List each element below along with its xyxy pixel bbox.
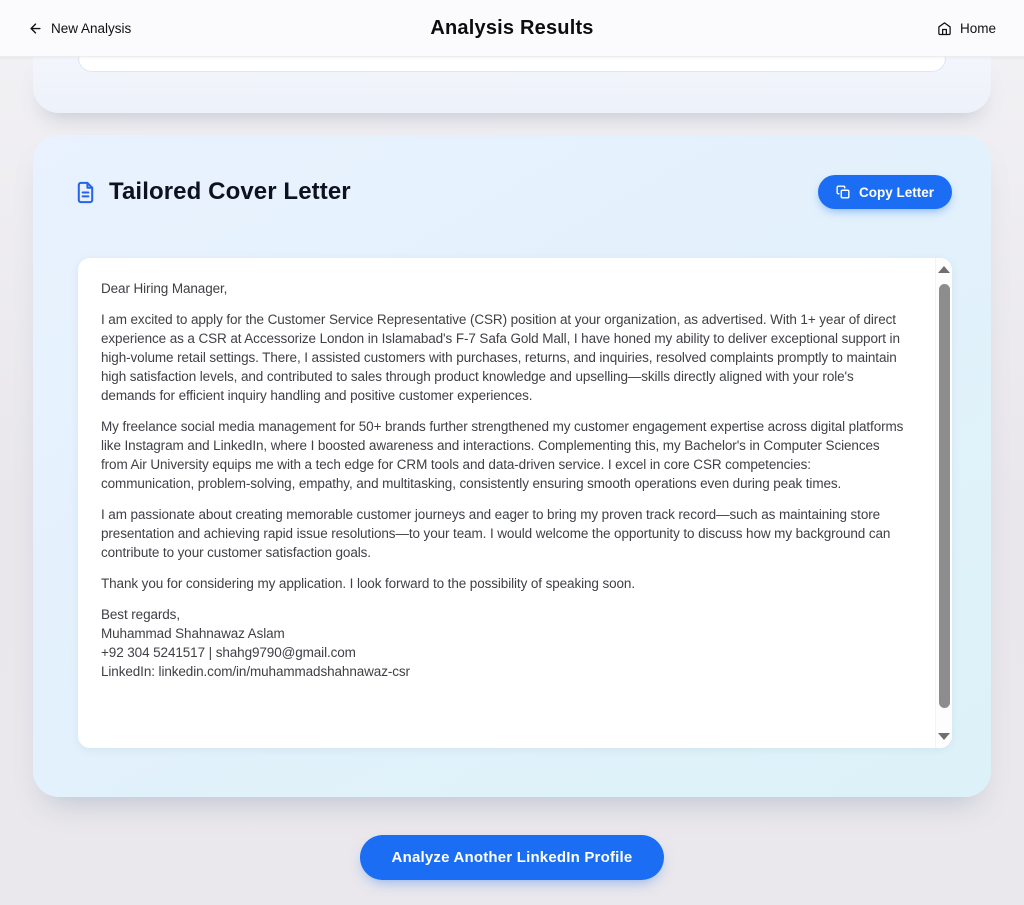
previous-section-inner-panel <box>78 57 946 72</box>
signature-line: +92 304 5241517 | shahg9790@gmail.com <box>101 645 356 660</box>
letter-paragraph: I am passionate about creating memorable customer journeys and eager to bring my proven track record—such as maintaining store presentation and achieving rapid issue resolutions—to your team. I would welcome the opportunity to discuss how my background can contribute to your customer satisfaction goals. <box>101 507 891 560</box>
scrollbar[interactable] <box>935 258 952 748</box>
signature-line: Best regards, <box>101 607 180 622</box>
page-title: Analysis Results <box>430 16 594 39</box>
home-button[interactable] <box>937 21 996 36</box>
home-icon <box>937 21 952 36</box>
previous-section-card <box>33 57 991 113</box>
scroll-down-arrow-icon[interactable] <box>938 733 950 740</box>
cover-letter-card <box>33 135 991 797</box>
scroll-up-arrow-icon[interactable] <box>938 266 950 273</box>
section-title: Tailored Cover Letter <box>109 178 351 205</box>
footer-actions <box>0 835 1024 880</box>
new-analysis-label: New Analysis <box>51 20 132 36</box>
analyze-another-profile-button[interactable]: Analyze Another LinkedIn Profile <box>360 835 665 880</box>
cover-letter-header <box>33 135 991 209</box>
new-analysis-button[interactable] <box>28 21 131 36</box>
signature-line: Muhammad Shahnawaz Aslam <box>101 626 285 641</box>
letter-paragraph: My freelance social media management for 50+ brands further strengthened my customer engagement expertise across digital platforms like Instagram and LinkedIn, where I boosted awareness and interactions. Complementing this, my Bachelor's in Computer Sciences from Air University equips me with a tech edge for CRM tools and data-driven service. I excel in core CSR competencies: communication, problem-solving, empathy, and multitasking, consistently ensuring smooth operations even during peak times. <box>101 419 904 491</box>
cover-letter-text-panel[interactable] <box>78 258 952 748</box>
copy-icon <box>836 185 850 199</box>
letter-paragraph: I am excited to apply for the Customer Service Representative (CSR) position at your organization, as advertised. With 1+ year of direct experience as a CSR at Accessorize London in Islamabad's F-7 Safa Gold Mall, I have honed my ability to deliver exceptional support in high-volume retail settings. There, I assisted customers with purchases, returns, and inquiries, resolved complaints promptly to maintain high satisfaction levels, and contributed to sales through product knowledge and upselling—skills directly aligned with your role's demands for efficient inquiry handling and positive customer experiences. <box>101 312 900 403</box>
scrollbar-thumb[interactable] <box>939 284 950 708</box>
home-label: Home <box>959 20 996 36</box>
top-bar <box>0 0 1024 57</box>
copy-letter-button[interactable] <box>818 175 952 209</box>
letter-paragraph: Dear Hiring Manager, <box>101 281 228 296</box>
document-icon <box>74 181 97 204</box>
letter-paragraph: Thank you for considering my application. I look forward to the possibility of speaking soon. <box>101 576 635 591</box>
letter-signature <box>101 605 905 681</box>
copy-letter-label: Copy Letter <box>858 184 934 200</box>
cover-letter-text <box>78 258 935 748</box>
signature-line: LinkedIn: linkedin.com/in/muhammadshahnawaz-csr <box>101 664 410 679</box>
back-arrow-icon <box>28 21 43 36</box>
